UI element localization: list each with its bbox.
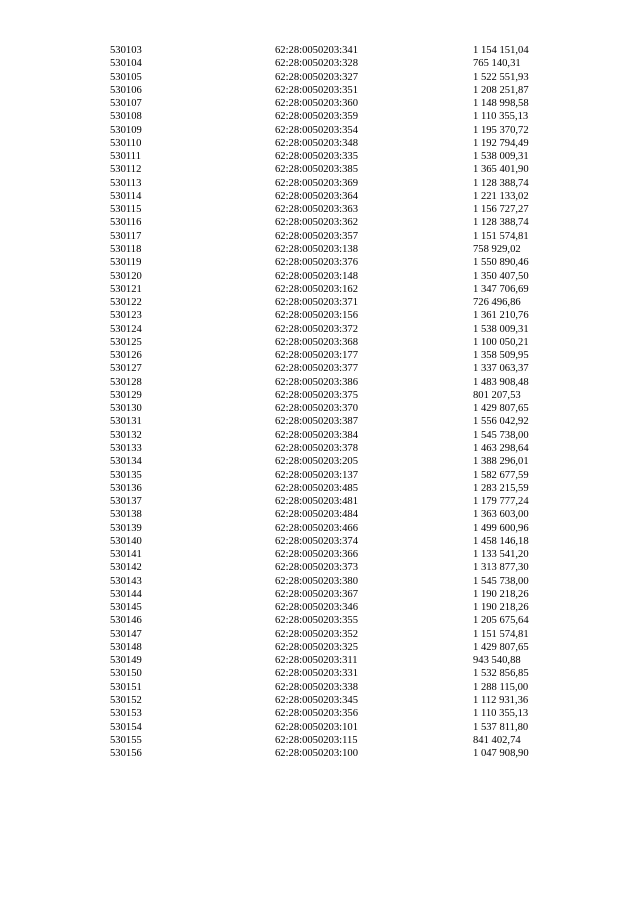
cadastral-number: 62:28:0050203:338 bbox=[275, 681, 358, 693]
amount-value: 1 128 388,74 bbox=[473, 177, 529, 189]
cadastral-number: 62:28:0050203:100 bbox=[275, 748, 358, 760]
cadastral-number: 62:28:0050203:373 bbox=[275, 562, 358, 574]
row-id: 530131 bbox=[110, 416, 142, 428]
table-row bbox=[0, 71, 640, 84]
table-row bbox=[0, 376, 640, 389]
table-row bbox=[0, 707, 640, 720]
cadastral-number: 62:28:0050203:341 bbox=[275, 45, 358, 56]
amount-value: 726 496,86 bbox=[473, 297, 521, 309]
row-id: 530147 bbox=[110, 628, 142, 640]
amount-value: 1 538 009,31 bbox=[473, 323, 529, 335]
cadastral-number: 62:28:0050203:352 bbox=[275, 628, 358, 640]
table-row bbox=[0, 455, 640, 468]
table-row bbox=[0, 150, 640, 163]
cadastral-number: 62:28:0050203:360 bbox=[275, 98, 358, 110]
table-row bbox=[0, 124, 640, 137]
amount-value: 1 550 890,46 bbox=[473, 257, 529, 269]
amount-value: 943 540,88 bbox=[473, 655, 521, 667]
cadastral-number: 62:28:0050203:355 bbox=[275, 615, 358, 627]
amount-value: 1 110 355,13 bbox=[473, 708, 529, 720]
amount-value: 1 283 215,59 bbox=[473, 482, 529, 494]
cadastral-number: 62:28:0050203:335 bbox=[275, 151, 358, 163]
row-id: 530143 bbox=[110, 575, 142, 587]
amount-value: 1 337 063,37 bbox=[473, 363, 529, 375]
row-id: 530118 bbox=[110, 243, 142, 255]
amount-value: 1 148 998,58 bbox=[473, 98, 529, 110]
amount-value: 841 402,74 bbox=[473, 734, 521, 746]
cadastral-number: 62:28:0050203:346 bbox=[275, 602, 358, 614]
table-row bbox=[0, 270, 640, 283]
row-id: 530105 bbox=[110, 71, 142, 83]
amount-value: 1 499 600,96 bbox=[473, 522, 529, 534]
table-row bbox=[0, 508, 640, 521]
cadastral-number: 62:28:0050203:369 bbox=[275, 177, 358, 189]
row-id: 530146 bbox=[110, 615, 142, 627]
cadastral-number: 62:28:0050203:378 bbox=[275, 442, 358, 454]
cadastral-number: 62:28:0050203:370 bbox=[275, 403, 358, 415]
row-id: 530134 bbox=[110, 456, 142, 468]
table-row bbox=[0, 747, 640, 760]
amount-value: 1 350 407,50 bbox=[473, 270, 529, 282]
table-row bbox=[0, 561, 640, 574]
cadastral-number: 62:28:0050203:354 bbox=[275, 124, 358, 136]
amount-value: 1 100 050,21 bbox=[473, 336, 529, 348]
row-id: 530150 bbox=[110, 668, 142, 680]
row-id: 530136 bbox=[110, 482, 142, 494]
amount-value: 1 047 908,90 bbox=[473, 748, 529, 760]
amount-value: 1 582 677,59 bbox=[473, 469, 529, 481]
cadastral-number: 62:28:0050203:380 bbox=[275, 575, 358, 587]
amount-value: 1 154 151,04 bbox=[473, 45, 529, 56]
row-id: 530129 bbox=[110, 389, 142, 401]
cadastral-number: 62:28:0050203:371 bbox=[275, 297, 358, 309]
cadastral-number: 62:28:0050203:325 bbox=[275, 641, 358, 653]
amount-value: 1 133 541,20 bbox=[473, 549, 529, 561]
row-id: 530110 bbox=[110, 137, 142, 149]
cadastral-number: 62:28:0050203:359 bbox=[275, 111, 358, 123]
amount-value: 1 128 388,74 bbox=[473, 217, 529, 229]
cadastral-number: 62:28:0050203:177 bbox=[275, 350, 358, 362]
row-id: 530155 bbox=[110, 734, 142, 746]
cadastral-number: 62:28:0050203:356 bbox=[275, 708, 358, 720]
row-id: 530114 bbox=[110, 190, 142, 202]
row-id: 530111 bbox=[110, 151, 141, 163]
cadastral-number: 62:28:0050203:485 bbox=[275, 482, 358, 494]
cadastral-number: 62:28:0050203:375 bbox=[275, 389, 358, 401]
table-row bbox=[0, 256, 640, 269]
amount-value: 1 522 551,93 bbox=[473, 71, 529, 83]
row-id: 530148 bbox=[110, 641, 142, 653]
cadastral-number: 62:28:0050203:357 bbox=[275, 230, 358, 242]
cadastral-number: 62:28:0050203:368 bbox=[275, 336, 358, 348]
cadastral-number: 62:28:0050203:162 bbox=[275, 283, 358, 295]
cadastral-number: 62:28:0050203:366 bbox=[275, 549, 358, 561]
table-row bbox=[0, 84, 640, 97]
row-id: 530145 bbox=[110, 602, 142, 614]
amount-value: 1 458 146,18 bbox=[473, 535, 529, 547]
row-id: 530138 bbox=[110, 509, 142, 521]
amount-value: 1 190 218,26 bbox=[473, 602, 529, 614]
table-row bbox=[0, 110, 640, 123]
amount-value: 1 347 706,69 bbox=[473, 283, 529, 295]
amount-value: 1 538 009,31 bbox=[473, 151, 529, 163]
table-row bbox=[0, 137, 640, 150]
cadastral-number: 62:28:0050203:364 bbox=[275, 190, 358, 202]
table-row bbox=[0, 522, 640, 535]
table-row bbox=[0, 243, 640, 256]
row-id: 530140 bbox=[110, 535, 142, 547]
table-row bbox=[0, 44, 640, 57]
cadastral-number: 62:28:0050203:362 bbox=[275, 217, 358, 229]
table-row bbox=[0, 681, 640, 694]
table-row bbox=[0, 535, 640, 548]
row-id: 530122 bbox=[110, 297, 142, 309]
table-row bbox=[0, 442, 640, 455]
row-id: 530133 bbox=[110, 442, 142, 454]
row-id: 530135 bbox=[110, 469, 142, 481]
table-row bbox=[0, 349, 640, 362]
cadastral-number: 62:28:0050203:481 bbox=[275, 496, 358, 508]
row-id: 530152 bbox=[110, 695, 142, 707]
row-id: 530127 bbox=[110, 363, 142, 375]
table-row bbox=[0, 469, 640, 482]
row-id: 530144 bbox=[110, 588, 142, 600]
table-row bbox=[0, 734, 640, 747]
amount-value: 1 361 210,76 bbox=[473, 310, 529, 322]
row-id: 530151 bbox=[110, 681, 142, 693]
table-row bbox=[0, 57, 640, 70]
cadastral-number: 62:28:0050203:466 bbox=[275, 522, 358, 534]
amount-value: 1 190 218,26 bbox=[473, 588, 529, 600]
table-row bbox=[0, 667, 640, 680]
row-id: 530125 bbox=[110, 336, 142, 348]
row-id: 530142 bbox=[110, 562, 142, 574]
table-row bbox=[0, 323, 640, 336]
table-row bbox=[0, 216, 640, 229]
table-row bbox=[0, 721, 640, 734]
cadastral-number: 62:28:0050203:384 bbox=[275, 429, 358, 441]
row-id: 530132 bbox=[110, 429, 142, 441]
cadastral-number: 62:28:0050203:331 bbox=[275, 668, 358, 680]
cadastral-number: 62:28:0050203:138 bbox=[275, 243, 358, 255]
row-id: 530130 bbox=[110, 403, 142, 415]
row-id: 530112 bbox=[110, 164, 142, 176]
amount-value: 1 288 115,00 bbox=[473, 681, 529, 693]
row-id: 530106 bbox=[110, 84, 142, 96]
row-id: 530154 bbox=[110, 721, 142, 733]
amount-value: 1 112 931,36 bbox=[473, 695, 529, 707]
table-row bbox=[0, 336, 640, 349]
table-row bbox=[0, 654, 640, 667]
row-id: 530115 bbox=[110, 204, 142, 216]
table-row bbox=[0, 575, 640, 588]
row-id: 530123 bbox=[110, 310, 142, 322]
amount-value: 1 110 355,13 bbox=[473, 111, 529, 123]
table-row bbox=[0, 230, 640, 243]
cadastral-number: 62:28:0050203:376 bbox=[275, 257, 358, 269]
cadastral-number: 62:28:0050203:363 bbox=[275, 204, 358, 216]
table-row bbox=[0, 482, 640, 495]
table-row bbox=[0, 362, 640, 375]
amount-value: 765 140,31 bbox=[473, 58, 521, 70]
amount-value: 1 156 727,27 bbox=[473, 204, 529, 216]
amount-value: 1 463 298,64 bbox=[473, 442, 529, 454]
amount-value: 1 179 777,24 bbox=[473, 496, 529, 508]
amount-value: 1 358 509,95 bbox=[473, 350, 529, 362]
table-row bbox=[0, 641, 640, 654]
cadastral-number: 62:28:0050203:327 bbox=[275, 71, 358, 83]
row-id: 530107 bbox=[110, 98, 142, 110]
row-id: 530104 bbox=[110, 58, 142, 70]
row-id: 530156 bbox=[110, 748, 142, 760]
row-id: 530128 bbox=[110, 376, 142, 388]
amount-value: 1 556 042,92 bbox=[473, 416, 529, 428]
table-row bbox=[0, 309, 640, 322]
cadastral-number: 62:28:0050203:374 bbox=[275, 535, 358, 547]
table-row bbox=[0, 548, 640, 561]
row-id: 530113 bbox=[110, 177, 142, 189]
table-row bbox=[0, 97, 640, 110]
row-id: 530119 bbox=[110, 257, 142, 269]
table-row bbox=[0, 283, 640, 296]
cadastral-number: 62:28:0050203:385 bbox=[275, 164, 358, 176]
row-id: 530126 bbox=[110, 350, 142, 362]
amount-value: 1 429 807,65 bbox=[473, 403, 529, 415]
amount-value: 1 365 401,90 bbox=[473, 164, 529, 176]
cadastral-number: 62:28:0050203:311 bbox=[275, 655, 358, 667]
table-row bbox=[0, 177, 640, 190]
amount-value: 1 429 807,65 bbox=[473, 641, 529, 653]
cadastral-number: 62:28:0050203:148 bbox=[275, 270, 358, 282]
amount-value: 1 151 574,81 bbox=[473, 230, 529, 242]
amount-value: 1 221 133,02 bbox=[473, 190, 529, 202]
table-row bbox=[0, 402, 640, 415]
cadastral-number: 62:28:0050203:101 bbox=[275, 721, 358, 733]
table-row bbox=[0, 163, 640, 176]
table-row bbox=[0, 614, 640, 627]
table-row bbox=[0, 203, 640, 216]
table-row bbox=[0, 628, 640, 641]
table-row bbox=[0, 588, 640, 601]
row-id: 530103 bbox=[110, 45, 142, 56]
table-row bbox=[0, 429, 640, 442]
row-id: 530153 bbox=[110, 708, 142, 720]
amount-value: 1 205 675,64 bbox=[473, 615, 529, 627]
table-row bbox=[0, 495, 640, 508]
table-row bbox=[0, 296, 640, 309]
cadastral-number: 62:28:0050203:387 bbox=[275, 416, 358, 428]
row-id: 530141 bbox=[110, 549, 142, 561]
cadastral-number: 62:28:0050203:386 bbox=[275, 376, 358, 388]
amount-value: 1 313 877,30 bbox=[473, 562, 529, 574]
data-table bbox=[0, 44, 640, 760]
cadastral-number: 62:28:0050203:377 bbox=[275, 363, 358, 375]
cadastral-number: 62:28:0050203:367 bbox=[275, 588, 358, 600]
cadastral-number: 62:28:0050203:372 bbox=[275, 323, 358, 335]
amount-value: 758 929,02 bbox=[473, 243, 521, 255]
cadastral-number: 62:28:0050203:348 bbox=[275, 137, 358, 149]
table-row bbox=[0, 415, 640, 428]
amount-value: 1 151 574,81 bbox=[473, 628, 529, 640]
amount-value: 1 545 738,00 bbox=[473, 429, 529, 441]
row-id: 530121 bbox=[110, 283, 142, 295]
amount-value: 1 208 251,87 bbox=[473, 84, 529, 96]
table-row bbox=[0, 389, 640, 402]
row-id: 530124 bbox=[110, 323, 142, 335]
amount-value: 1 388 296,01 bbox=[473, 456, 529, 468]
amount-value: 1 537 811,80 bbox=[473, 721, 529, 733]
cadastral-number: 62:28:0050203:156 bbox=[275, 310, 358, 322]
row-id: 530137 bbox=[110, 496, 142, 508]
table-row bbox=[0, 694, 640, 707]
row-id: 530117 bbox=[110, 230, 142, 242]
row-id: 530109 bbox=[110, 124, 142, 136]
cadastral-number: 62:28:0050203:115 bbox=[275, 734, 358, 746]
amount-value: 1 532 856,85 bbox=[473, 668, 529, 680]
amount-value: 801 207,53 bbox=[473, 389, 521, 401]
cadastral-number: 62:28:0050203:484 bbox=[275, 509, 358, 521]
amount-value: 1 195 370,72 bbox=[473, 124, 529, 136]
amount-value: 1 192 794,49 bbox=[473, 137, 529, 149]
row-id: 530139 bbox=[110, 522, 142, 534]
cadastral-number: 62:28:0050203:205 bbox=[275, 456, 358, 468]
table-row bbox=[0, 190, 640, 203]
row-id: 530116 bbox=[110, 217, 142, 229]
amount-value: 1 545 738,00 bbox=[473, 575, 529, 587]
cadastral-number: 62:28:0050203:137 bbox=[275, 469, 358, 481]
cadastral-number: 62:28:0050203:351 bbox=[275, 84, 358, 96]
row-id: 530120 bbox=[110, 270, 142, 282]
cadastral-number: 62:28:0050203:345 bbox=[275, 695, 358, 707]
table-row bbox=[0, 601, 640, 614]
cadastral-number: 62:28:0050203:328 bbox=[275, 58, 358, 70]
row-id: 530149 bbox=[110, 655, 142, 667]
row-id: 530108 bbox=[110, 111, 142, 123]
amount-value: 1 483 908,48 bbox=[473, 376, 529, 388]
amount-value: 1 363 603,00 bbox=[473, 509, 529, 521]
